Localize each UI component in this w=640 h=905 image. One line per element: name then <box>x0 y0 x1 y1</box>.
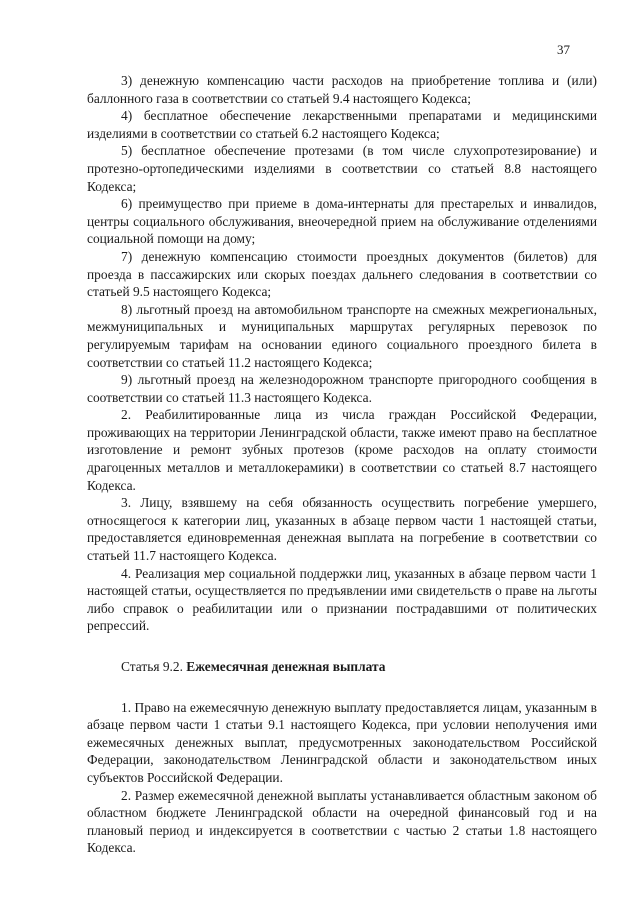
article-heading <box>87 658 597 676</box>
paragraph-item-6: 6) преимущество при приеме в дома-интернаты для престарелых и инвалидов, центры социального обслуживания, внеочередной прием на обслуживание отделениями социальной помощи на дому; <box>87 196 597 247</box>
paragraph-item-7: 7) денежную компенсацию стоимости проездных документов (билетов) для проезда в пассажирских или скорых поездах дальнего следования в соответствии со статьей 9.5 настоящего Кодекса; <box>87 248 597 300</box>
paragraph-item-4: 4) бесплатное обеспечение лекарственными препаратами и медицинскими изделиями в соответствии со статьей 6.2 настоящего Кодекса; <box>87 108 597 141</box>
article-paragraph-1: 1. Право на ежемесячную денежную выплату предоставляется лицам, указанным в абзаце первом части 1 статьи 9.1 настоящего Кодекса, при условии неполучения ими ежемесячных денежных выплат, предусмотренных законодательством Российской Федерации, законодательством Ленинградской области и законодательством иных субъектов Российской Федерации. <box>87 699 597 785</box>
document-body <box>87 72 597 857</box>
paragraph-item-3: 3) денежную компенсацию части расходов на приобретение топлива и (или) баллонного газа в соответствии со статьей 9.4 настоящего Кодекса; <box>87 73 597 106</box>
paragraph-part-4: 4. Реализация мер социальной поддержки лиц, указанных в абзаце первом части 1 настоящей статьи, осуществляется по предъявлении ими свидетельств о праве на льготы либо справок о реабилитации или о признании пострадавшими от политических репрессий. <box>87 565 597 634</box>
paragraph-item-5: 5) бесплатное обеспечение протезами (в том числе слухопротезирование) и протезно-ортопедическими изделиями в соответствии со статьей 8.8 настоящего Кодекса; <box>87 143 597 194</box>
article-number: Статья 9.2. <box>121 659 187 674</box>
article-title: Ежемесячная денежная выплата <box>186 659 386 674</box>
paragraph-part-3: 3. Лицу, взявшему на себя обязанность осуществить погребение умершего, относящегося к категории лиц, указанных в абзаце первом части 1 настоящей статьи, предоставляется единовременная денежная выплата на погребение в соответствии со статьей 11.7 настоящего Кодекса. <box>87 495 597 564</box>
article-paragraph-2: 2. Размер ежемесячной денежной выплаты устанавливается областным законом об областном бюджете Ленинградской области на очередной финансовый год и на плановый период и индексируется в соответствии с частью 2 статьи 1.8 настоящего Кодекса. <box>87 787 597 856</box>
paragraph-item-8: 8) льготный проезд на автомобильном транспорте на смежных межрегиональных, межмуниципальных и муниципальных маршрутах регулярных перевозок по регулируемым тарифам на основании единого социального проездного билета в соответствии со статьей 11.2 настоящего Кодекса; <box>87 301 597 370</box>
page-number: 37 <box>557 42 570 57</box>
paragraph-part-2: 2. Реабилитированные лица из числа граждан Российской Федерации, проживающих на территории Ленинградской области, также имеют право на бесплатное изготовление и ремонт зубных протезов (кроме расходов на оплату стоимости драгоценных металлов и металлокерамики) в соответствии со статьей 8.7 настоящего Кодекса. <box>87 407 597 493</box>
paragraph-item-9: 9) льготный проезд на железнодорожном транспорте пригородного сообщения в соответствии со статьей 11.3 настоящего Кодекса. <box>87 372 597 405</box>
